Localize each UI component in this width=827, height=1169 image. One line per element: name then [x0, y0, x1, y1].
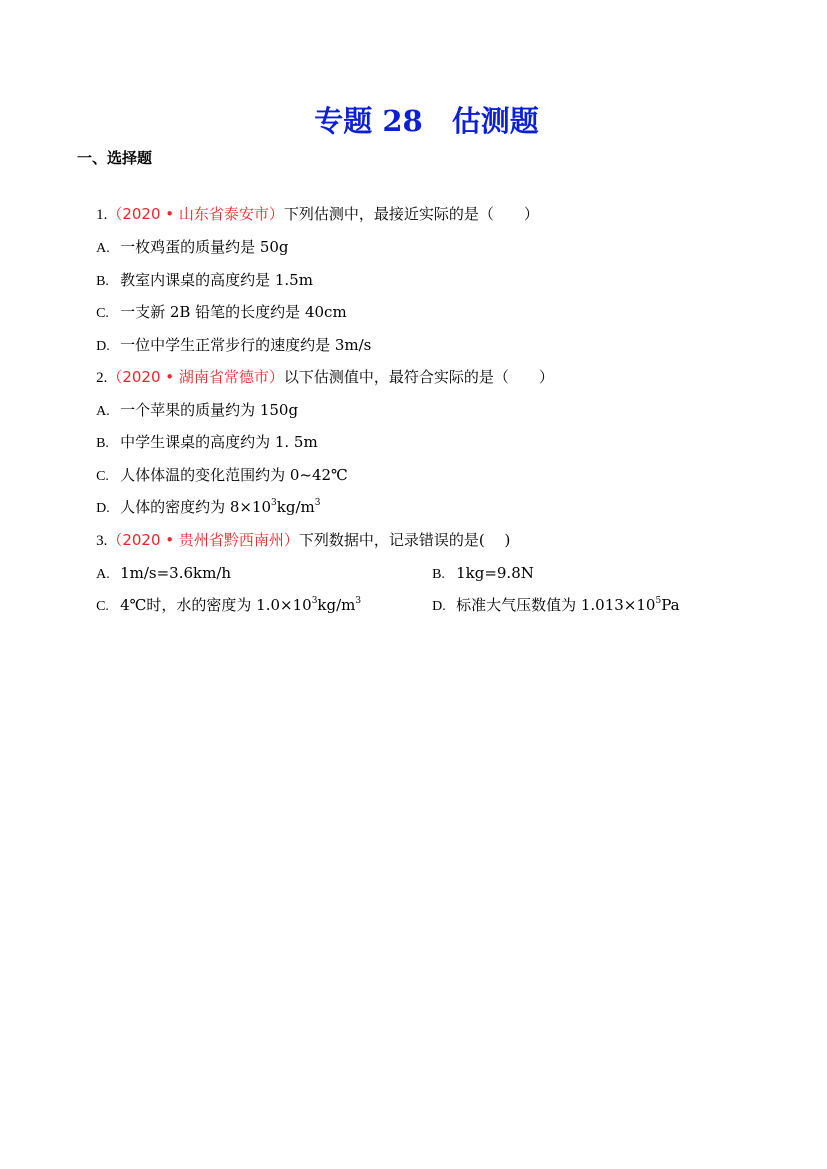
superscript: 3 — [271, 498, 277, 508]
question-stem: 下列数据中，记录错误的是( ) — [298, 531, 511, 549]
option-letter: B. — [96, 274, 109, 289]
section-heading: 一、选择题 — [77, 149, 153, 167]
option-3d — [413, 569, 680, 643]
page-title: 专题 28 估测题 — [314, 104, 539, 138]
option-text: 标准大气压数值为 1.013×10 — [456, 596, 656, 614]
option-letter: D. — [96, 501, 110, 516]
option-letter: C. — [96, 469, 109, 484]
superscript: 5 — [655, 596, 662, 606]
option-letter: A. — [96, 404, 110, 419]
option-3c — [77, 569, 361, 643]
superscript: 3 — [311, 596, 318, 606]
option-letter: C. — [96, 599, 109, 614]
option-text-unit: kg/m — [276, 498, 315, 516]
option-text-unit: Pa — [661, 596, 680, 614]
option-letter: A. — [96, 567, 110, 582]
superscript: 3 — [314, 498, 321, 508]
option-text: 一个苹果的质量约为 150g — [120, 401, 299, 419]
option-text: 一枚鸡蛋的质量约是 50g — [120, 238, 289, 256]
option-text: 人体体温的变化范围约为 0~42℃ — [120, 466, 348, 484]
option-text-unit: kg/m — [317, 596, 356, 614]
question-number: 2. — [96, 370, 108, 386]
question-stem: 下列估测中，最接近实际的是（ ） — [283, 205, 539, 223]
option-letter: C. — [96, 306, 109, 321]
option-text: 1m/s=3.6km/h — [120, 564, 232, 582]
option-text: 一支新 2B 铅笔的长度约是 40cm — [120, 303, 347, 321]
option-letter: B. — [432, 567, 445, 582]
option-text: 4℃时，水的密度为 1.0×10 — [120, 596, 312, 614]
question-stem: 以下估测值中，最符合实际的是（ ） — [283, 368, 554, 386]
question-source: （2020 • 山东省泰安市） — [107, 205, 284, 223]
option-text: 人体的密度约为 8×10 — [120, 498, 272, 516]
option-letter: B. — [96, 436, 109, 451]
option-text: 中学生课桌的高度约为 1. 5m — [120, 433, 318, 451]
question-number: 3. — [96, 533, 108, 549]
question-number: 1. — [96, 207, 108, 223]
question-source: （2020 • 贵州省黔西南州） — [107, 531, 299, 549]
option-letter: D. — [96, 339, 110, 354]
question-source: （2020 • 湖南省常德市） — [107, 368, 284, 386]
superscript: 3 — [355, 596, 362, 606]
option-letter: D. — [432, 599, 446, 614]
option-text: 1kg=9.8N — [456, 564, 534, 582]
option-text: 教室内课桌的高度约是 1.5m — [120, 271, 313, 289]
option-letter: A. — [96, 241, 110, 256]
option-text: 一位中学生正常步行的速度约是 3m/s — [120, 336, 372, 354]
